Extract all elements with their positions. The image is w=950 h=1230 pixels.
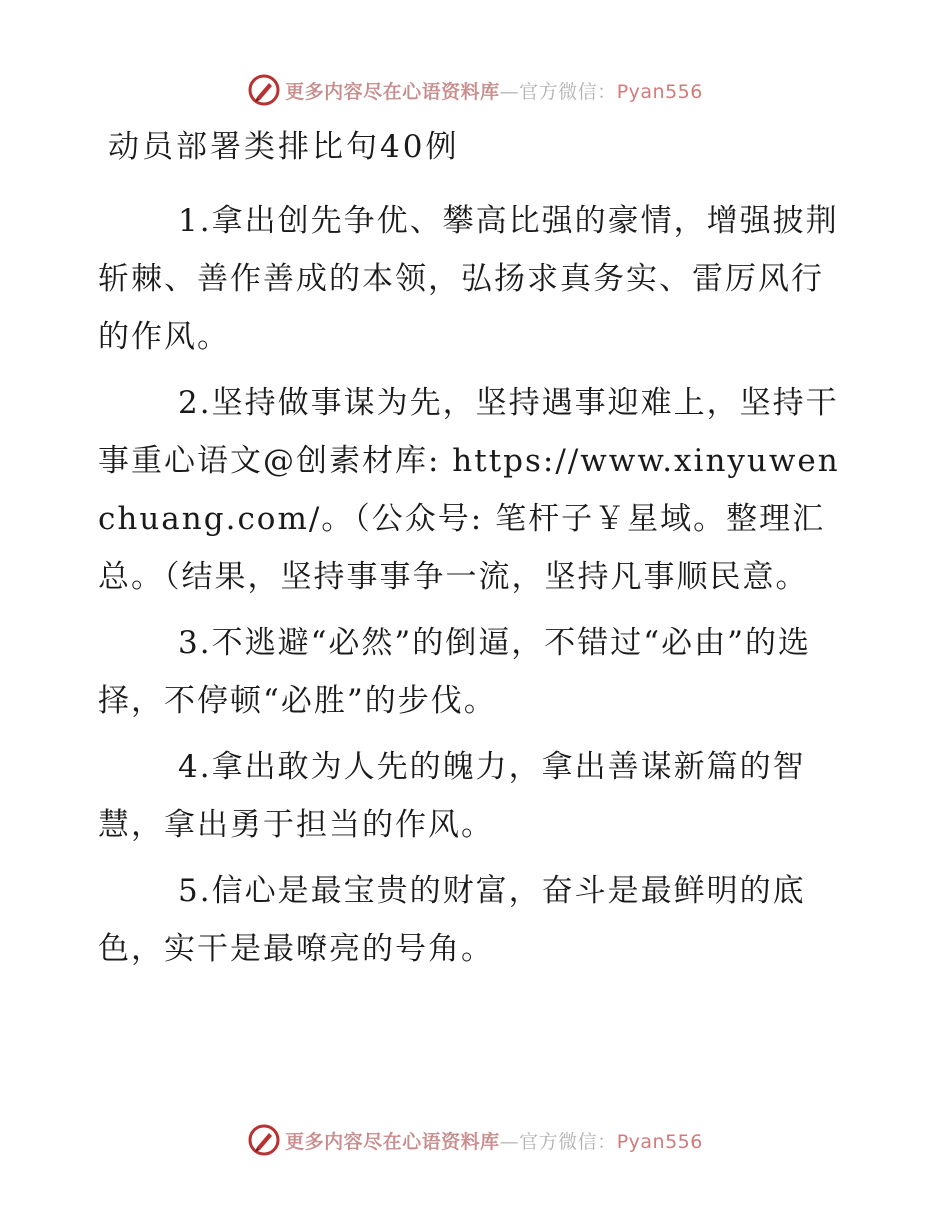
pen-logo-icon (247, 1123, 281, 1157)
paragraph-1: 1.拿出创先争优、攀高比强的豪情，增强披荆斩棘、善作善成的本领，弘扬求真务实、雷厉风行的作风。 (98, 203, 839, 355)
banner-main: 更多内容尽在心语资料库 (285, 1130, 500, 1153)
document-title: 动员部署类排比句40例 (108, 129, 460, 165)
banner-official: 官方微信： (519, 1130, 617, 1153)
banner-main: 更多内容尽在心语资料库 (285, 80, 500, 103)
paragraph-4: 4.拿出敢为人先的魄力，拿出善谋新篇的智慧，拿出勇于担当的作风。 (98, 749, 806, 843)
banner-handle: Pyan556 (616, 80, 703, 103)
banner-dash: — (499, 80, 520, 103)
paragraph-3: 3.不逃避“必然”的倒逼，不错过“必由”的选择，不停顿“必胜”的步伐。 (98, 625, 811, 719)
banner-official: 官方微信： (519, 80, 617, 103)
paragraph-2: 2.坚持做事谋为先，坚持遇事迎难上，坚持干事重心语文@创素材库: https://www.xinyuwenchuang.com/。（公众号: 笔杆子￥星域。整理汇总。（结果，坚持事事争一流，坚持凡事顺民意。 (98, 385, 840, 595)
banner-dash: — (499, 1130, 520, 1153)
header-banner (0, 70, 950, 110)
banner-text (285, 77, 703, 104)
footer-banner (0, 1120, 950, 1160)
paragraph-5: 5.信心是最宝贵的财富，奋斗是最鲜明的底色，实干是最嘹亮的号角。 (98, 873, 806, 967)
banner-handle: Pyan556 (616, 1130, 703, 1153)
banner-text (285, 1127, 703, 1154)
document-body (98, 192, 850, 986)
pen-logo-icon (247, 73, 281, 107)
